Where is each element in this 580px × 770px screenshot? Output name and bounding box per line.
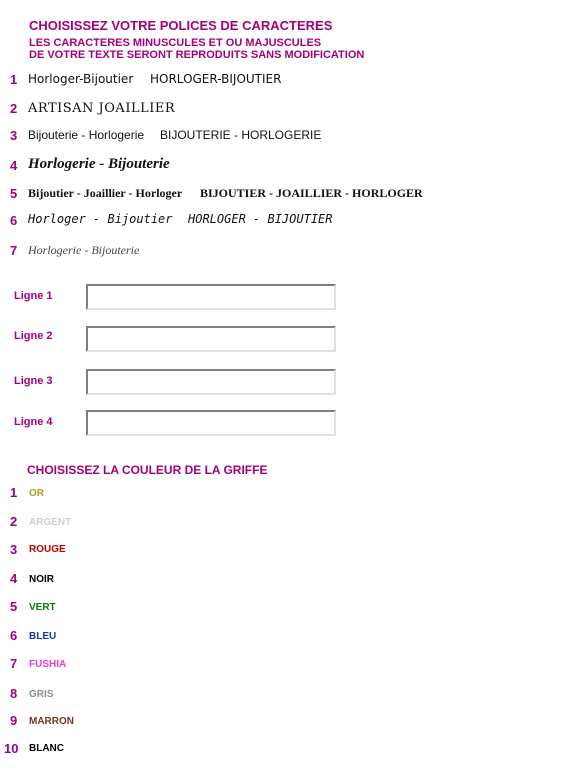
line-1-input[interactable]: [86, 284, 336, 310]
color-option-gris[interactable]: GRIS: [29, 689, 54, 700]
color-option-vert[interactable]: VERT: [29, 602, 56, 613]
font-sample-lowercase[interactable]: Horloger - Bijoutier: [28, 212, 173, 226]
color-number: 6: [10, 628, 18, 643]
font-sample-uppercase[interactable]: BIJOUTIER - JOAILLIER - HORLOGER: [200, 186, 423, 200]
font-number: 1: [10, 72, 18, 87]
font-number: 3: [10, 128, 18, 143]
color-option-fushia[interactable]: FUSHIA: [29, 659, 67, 670]
color-number: 3: [10, 542, 18, 557]
color-option-or[interactable]: OR: [29, 488, 44, 499]
color-number: 7: [10, 656, 18, 671]
font-sample-uppercase[interactable]: HORLOGER - BIJOUTIER: [188, 212, 333, 226]
color-option-bleu[interactable]: BLEU: [29, 631, 57, 642]
font-sample-lowercase[interactable]: Horlogerie - Bijouterie: [28, 243, 140, 257]
color-option-noir[interactable]: NOIR: [29, 574, 54, 585]
color-number: 9: [10, 713, 18, 728]
font-number: 2: [10, 101, 18, 116]
font-sample-lowercase[interactable]: ARTISAN JOAILLIER: [28, 101, 176, 116]
line-4-input[interactable]: [86, 410, 336, 436]
page-title: CHOISISSEZ VOTRE POLICES DE CARACTERES: [29, 18, 333, 33]
font-sample-lowercase[interactable]: Horlogerie - Bijouterie: [28, 156, 170, 172]
subtitle-line-1: LES CARACTERES MINUSCULES ET OU MAJUSCULES: [29, 37, 322, 49]
line-3-input[interactable]: [86, 369, 336, 395]
subtitle-line-2: DE VOTRE TEXTE SERONT REPRODUITS SANS MODIFICATION: [29, 49, 365, 61]
line-label: Ligne 1: [14, 290, 53, 302]
color-number: 10: [4, 741, 19, 756]
font-number: 4: [10, 158, 18, 173]
font-sample-lowercase[interactable]: Bijouterie - Horlogerie: [28, 128, 145, 142]
color-option-blanc[interactable]: BLANC: [29, 743, 64, 754]
font-sample-lowercase[interactable]: Bijoutier - Joaillier - Horloger: [28, 186, 183, 200]
font-sample-lowercase[interactable]: Horloger-Bijoutier: [28, 72, 134, 86]
font-number: 5: [10, 186, 18, 201]
color-number: 4: [10, 571, 18, 586]
line-label: Ligne 2: [14, 330, 53, 342]
line-label: Ligne 3: [14, 375, 53, 387]
color-number: 5: [10, 599, 18, 614]
color-number: 8: [10, 686, 18, 701]
font-sample-uppercase[interactable]: HORLOGER-BIJOUTIER: [150, 72, 282, 86]
color-number: 1: [10, 485, 18, 500]
font-number: 6: [10, 213, 18, 228]
line-2-input[interactable]: [86, 326, 336, 352]
font-sample-uppercase[interactable]: BIJOUTERIE - HORLOGERIE: [160, 128, 322, 142]
font-number: 7: [10, 243, 18, 258]
color-option-marron[interactable]: MARRON: [29, 716, 74, 727]
color-option-argent[interactable]: ARGENT: [29, 517, 72, 528]
color-section-title: CHOISISSEZ LA COULEUR DE LA GRIFFE: [27, 463, 268, 477]
line-label: Ligne 4: [14, 416, 53, 428]
color-option-rouge[interactable]: ROUGE: [29, 544, 66, 555]
color-number: 2: [10, 514, 18, 529]
